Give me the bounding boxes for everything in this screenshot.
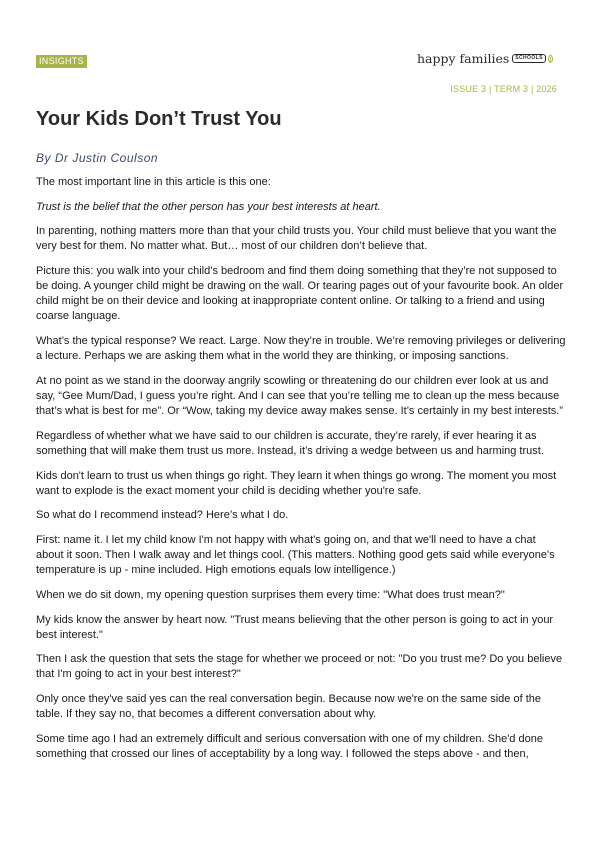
paragraph: Regardless of whether what we have said to our children is accurate, they’re rarely, if ever hearing it as something that will make them trust us more. Instead, it’s driving a wedge between us and harming trust. bbox=[36, 429, 544, 457]
article-body bbox=[36, 175, 566, 772]
article-byline: By Dr Justin Coulson bbox=[36, 151, 159, 165]
paragraph: What’s the typical response? We react. Large. Now they’re in trouble. We’re removing privileges or delivering a lecture. Perhaps we are asking them what in the world they are thinking, or imposing sanctions. bbox=[36, 335, 566, 363]
logo-text: happy families bbox=[417, 50, 510, 66]
article-title: Your Kids Don’t Trust You bbox=[36, 108, 282, 130]
issue-info: ISSUE 3 | TERM 3 | 2026 bbox=[450, 84, 557, 94]
leaf-icon bbox=[547, 54, 554, 63]
paragraph: Some time ago I had an extremely difficult and serious conversation with one of my children. She'd done something that crossed our lines of acceptability by a long way. I followed the steps above - and then, bbox=[36, 732, 543, 761]
paragraph: My kids know the answer by heart now. "Trust means believing that the other person is going to act in your best interest." bbox=[36, 613, 554, 641]
logo-badge-label: SCHOOLS bbox=[512, 54, 546, 63]
paragraph: At no point as we stand in the doorway angrily scowling or threatening do our children ever look at us and say, “Gee Mum/Dad, I guess you’re right. And I can see that you’re telling me to clean up the mess because that’s what is best for me”. Or “Wow, taking my device away makes sense. It’s certainly in my best interests.” bbox=[36, 374, 563, 418]
happy-families-logo bbox=[417, 50, 554, 66]
paragraph: So what do I recommend instead? Here’s what I do. bbox=[36, 509, 289, 522]
insights-tag: INSIGHTS bbox=[36, 55, 87, 68]
paragraph: When we do sit down, my opening question surprises them every time: "What does trust mean?" bbox=[36, 588, 505, 601]
paragraph: First: name it. I let my child know I'm not happy with what's going on, and that we'll need to have a chat about it soon. Then I walk away and let things cool. (This matters. Nothing good gets said while everyone's temperature is up - mine included. High emotions equals low intelligence.) bbox=[36, 534, 555, 577]
paragraph: Kids don't learn to trust us when things go right. They learn it when things go wrong. The moment you most want to explode is the exact moment your child is deciding whether you're safe. bbox=[36, 469, 557, 497]
paragraph: The most important line in this article is this one: bbox=[36, 176, 271, 188]
pull-quote: Trust is the belief that the other person has your best interests at heart. bbox=[36, 200, 381, 213]
paragraph: Picture this: you walk into your child’s bedroom and find them doing something that they’re not supposed to be doing. A younger child might be drawing on the wall. Or tearing pages out of your favourite book. An older child might be on their device and looking at inappropriate content online. Or talking to a friend and using coarse language. bbox=[36, 265, 564, 323]
paragraph: In parenting, nothing matters more than that your child trusts you. Your child must believe that you want the very best for them. No matter what. But… most of our children don’t believe that. bbox=[36, 225, 557, 253]
paragraph: Only once they've said yes can the real conversation begin. Because now we're on the same side of the table. If they say no, that becomes a different conversation about why. bbox=[36, 693, 541, 721]
logo-badge bbox=[512, 54, 554, 63]
paragraph: Then I ask the question that sets the stage for whether we proceed or not: "Do you trust me? Do you believe that I'm going to act in your best interest?" bbox=[36, 653, 563, 681]
